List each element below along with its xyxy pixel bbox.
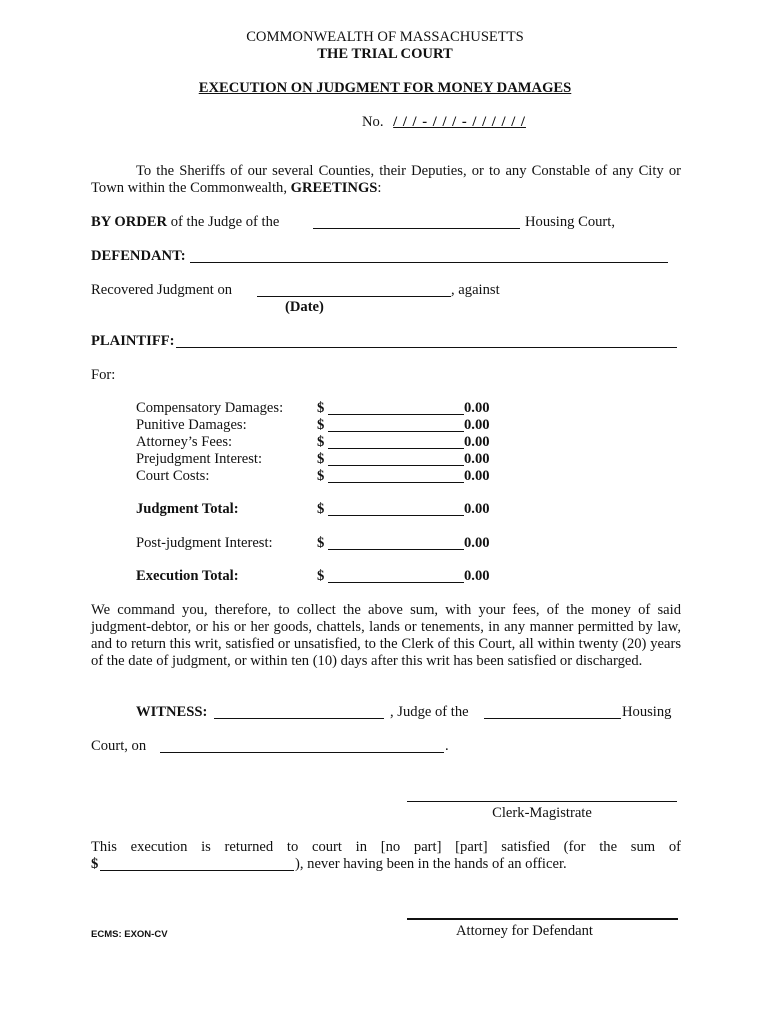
case-number <box>362 114 526 131</box>
post-judgment-interest-label: Post-judgment Interest: <box>136 535 273 551</box>
amount-field[interactable] <box>328 582 464 583</box>
clerk-magistrate-label: Clerk-Magistrate <box>492 805 592 821</box>
execution-total-value: 0.00 <box>464 568 490 584</box>
returned-text-2: ), never having been in the hands of an officer. <box>295 856 567 872</box>
intro-paragraph <box>91 163 681 197</box>
dollar-sign: $ <box>317 400 325 416</box>
dollar-sign: $ <box>317 501 325 517</box>
amount-field[interactable] <box>328 431 464 432</box>
amount-field[interactable] <box>328 448 464 449</box>
post-judgment-interest-value: 0.00 <box>464 535 490 551</box>
damage-label: Prejudgment Interest: <box>136 451 263 467</box>
damage-label: Attorney’s Fees: <box>136 434 233 450</box>
witness-court-field[interactable] <box>484 718 621 719</box>
court-on-label: Court, on <box>91 738 147 754</box>
housing-court-label: Housing Court, <box>525 214 615 230</box>
judgment-total-value: 0.00 <box>464 501 490 517</box>
dollar-sign: $ <box>317 434 325 450</box>
judge-court-field[interactable] <box>313 228 520 229</box>
returned-dollar: $ <box>91 856 99 872</box>
damage-label: Punitive Damages: <box>136 417 247 433</box>
form-title: EXECUTION ON JUDGMENT FOR MONEY DAMAGES <box>198 80 572 96</box>
returned-amount-field[interactable] <box>100 870 294 871</box>
command-paragraph: We command you, therefore, to collect the above sum, with your fees, of the money of said judgment-debtor, or his or her goods, chattels, lands or tenements, in any manner permitted by law, and to return this writ, satisfied or unsatisfied, to the Clerk of this Court, all within twenty (20) years of the date of judgment, or within ten (10) days after this writ has been satisfied or discharged. <box>91 602 681 669</box>
amount-value: 0.00 <box>464 451 490 467</box>
recovered-judgment-label: Recovered Judgment on <box>91 282 233 298</box>
court-date-field[interactable] <box>160 752 444 753</box>
amount-field[interactable] <box>328 482 464 483</box>
for-label: For: <box>91 367 116 383</box>
by-order-line <box>91 214 279 231</box>
greetings: GREETINGS <box>290 180 378 196</box>
amount-value: 0.00 <box>464 434 490 450</box>
returned-text: This execution is returned to court in [no part] [part] satisfied (for the sum of <box>91 839 681 855</box>
clerk-signature-field[interactable] <box>407 801 677 802</box>
amount-value: 0.00 <box>464 417 490 433</box>
amount-field[interactable] <box>328 549 464 550</box>
judgment-total-label: Judgment Total: <box>136 501 239 517</box>
damage-row-compensatory <box>136 400 496 417</box>
amount-field[interactable] <box>328 465 464 466</box>
intro-text: To the Sheriffs of our several Counties, their Deputies, or to any Constable of any City or Town within the Commonwealth, <box>91 163 681 196</box>
damage-row-attorney-fees <box>136 434 496 451</box>
court-heading: THE TRIAL COURT <box>317 46 453 62</box>
damage-label: Court Costs: <box>136 468 210 484</box>
dollar-sign: $ <box>317 417 325 433</box>
attorney-label: Attorney for Defendant <box>456 923 593 939</box>
judge-of-the-label: , Judge of the <box>390 704 469 720</box>
greetings-suffix: : <box>377 180 382 196</box>
witness-name-field[interactable] <box>214 718 384 719</box>
witness-label: WITNESS: <box>136 704 208 720</box>
against-label: , against <box>451 282 500 298</box>
commonwealth-heading: COMMONWEALTH OF MASSACHUSETTS <box>246 29 524 45</box>
amount-value: 0.00 <box>464 468 490 484</box>
amount-value: 0.00 <box>464 400 490 416</box>
dollar-sign: $ <box>317 451 325 467</box>
form-code: ECMS: EXON-CV <box>91 929 168 940</box>
dollar-sign: $ <box>317 468 325 484</box>
judgment-date-field[interactable] <box>257 296 451 297</box>
defendant-label: DEFENDANT: <box>91 248 186 264</box>
execution-total-row <box>136 568 496 585</box>
amount-field[interactable] <box>328 414 464 415</box>
defendant-field[interactable] <box>190 262 668 263</box>
by-order-text: of the Judge of the <box>170 214 280 230</box>
by-order-label: BY ORDER <box>91 214 168 230</box>
plaintiff-field[interactable] <box>176 347 677 348</box>
judgment-total-row <box>136 501 496 518</box>
attorney-signature-field[interactable] <box>407 918 678 920</box>
case-number-field[interactable]: / / / - / / / - / / / / / / <box>393 114 526 130</box>
case-number-label: No. <box>362 114 384 130</box>
post-judgment-interest-row <box>136 535 496 552</box>
damage-row-court-costs <box>136 468 496 485</box>
amount-field[interactable] <box>328 515 464 516</box>
dollar-sign: $ <box>317 535 325 551</box>
period: . <box>445 738 449 754</box>
date-caption: (Date) <box>285 299 324 315</box>
execution-total-label: Execution Total: <box>136 568 239 584</box>
damage-row-prejudgment-interest <box>136 451 496 468</box>
damage-row-punitive <box>136 417 496 434</box>
plaintiff-label: PLAINTIFF: <box>91 333 175 349</box>
damage-label: Compensatory Damages: <box>136 400 284 416</box>
housing-label: Housing <box>622 704 672 720</box>
dollar-sign: $ <box>317 568 325 584</box>
